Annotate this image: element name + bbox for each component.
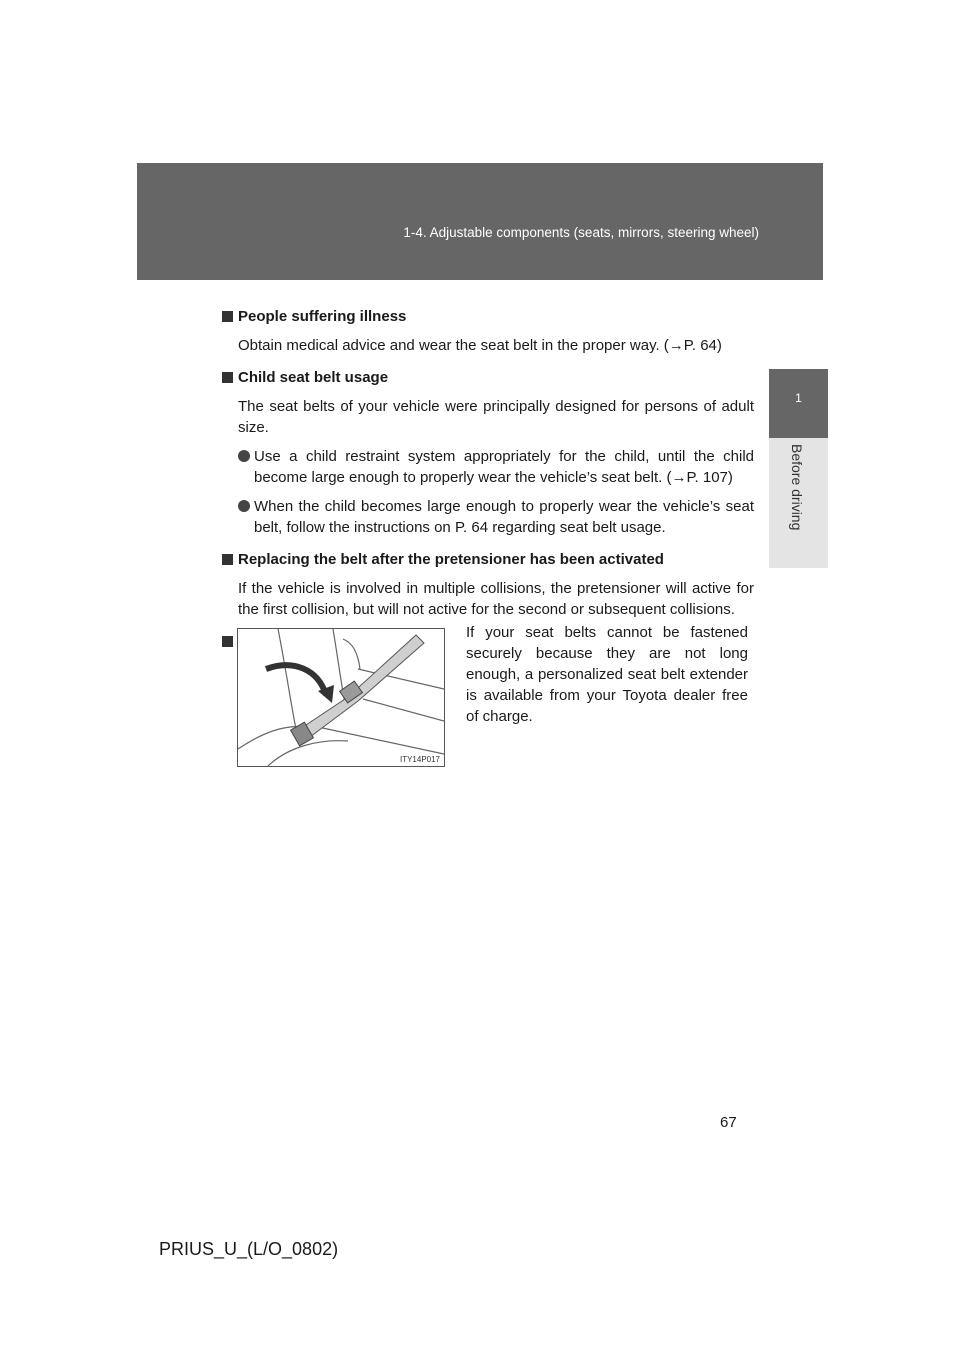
seat-belt-illustration-icon	[238, 629, 444, 766]
bullet-item: When the child becomes large enough to properly wear the vehicle’s seat belt, follow the instructions on P. 64 regarding seat belt usage.	[238, 496, 754, 538]
chapter-tab-label: Before driving	[789, 444, 805, 531]
square-bullet-icon	[222, 311, 233, 322]
square-bullet-icon	[222, 636, 233, 647]
seat-belt-extender-illustration	[237, 628, 445, 767]
section-heading: People suffering illness	[222, 306, 754, 327]
bullet-item: Use a child restraint system appropriately for the child, until the child become large enough to properly wear the vehicle’s seat belt. (→P. 107)	[238, 446, 754, 488]
section-pretensioner	[222, 549, 754, 620]
section-text: Obtain medical advice and wear the seat belt in the proper way. (→P. 64)	[238, 337, 722, 354]
square-bullet-icon	[222, 372, 233, 383]
footer-document-code: PRIUS_U_(L/O_0802)	[159, 1239, 339, 1259]
round-bullet-icon	[238, 450, 250, 462]
chapter-tab-number: 1	[795, 391, 802, 405]
square-bullet-icon	[222, 554, 233, 565]
section-child-seat-belt	[222, 367, 754, 538]
figure-caption: If your seat belts cannot be fastened securely because they are not long enough, a personalized seat belt extender is available from your Toyota dealer free of charge.	[466, 624, 748, 725]
chapter-tab-label-block	[769, 438, 828, 568]
section-heading: Child seat belt usage	[222, 367, 754, 388]
chapter-header-band	[137, 163, 823, 280]
chapter-tab-number-block	[769, 369, 828, 438]
figure-code: ITY14P017	[399, 755, 440, 764]
round-bullet-icon	[238, 500, 250, 512]
page-number: 67	[720, 1114, 737, 1131]
main-content	[222, 306, 754, 663]
section-text: If the vehicle is involved in multiple collisions, the pretensioner will active for the first collision, but will not active for the second or subsequent collisions.	[238, 580, 754, 618]
section-illness	[222, 306, 754, 356]
chapter-title: 1-4. Adjustable components (seats, mirrors, steering wheel)	[403, 225, 759, 240]
section-heading: Replacing the belt after the pretensioner has been activated	[222, 549, 754, 570]
section-text: The seat belts of your vehicle were principally designed for persons of adult size.	[238, 398, 754, 436]
